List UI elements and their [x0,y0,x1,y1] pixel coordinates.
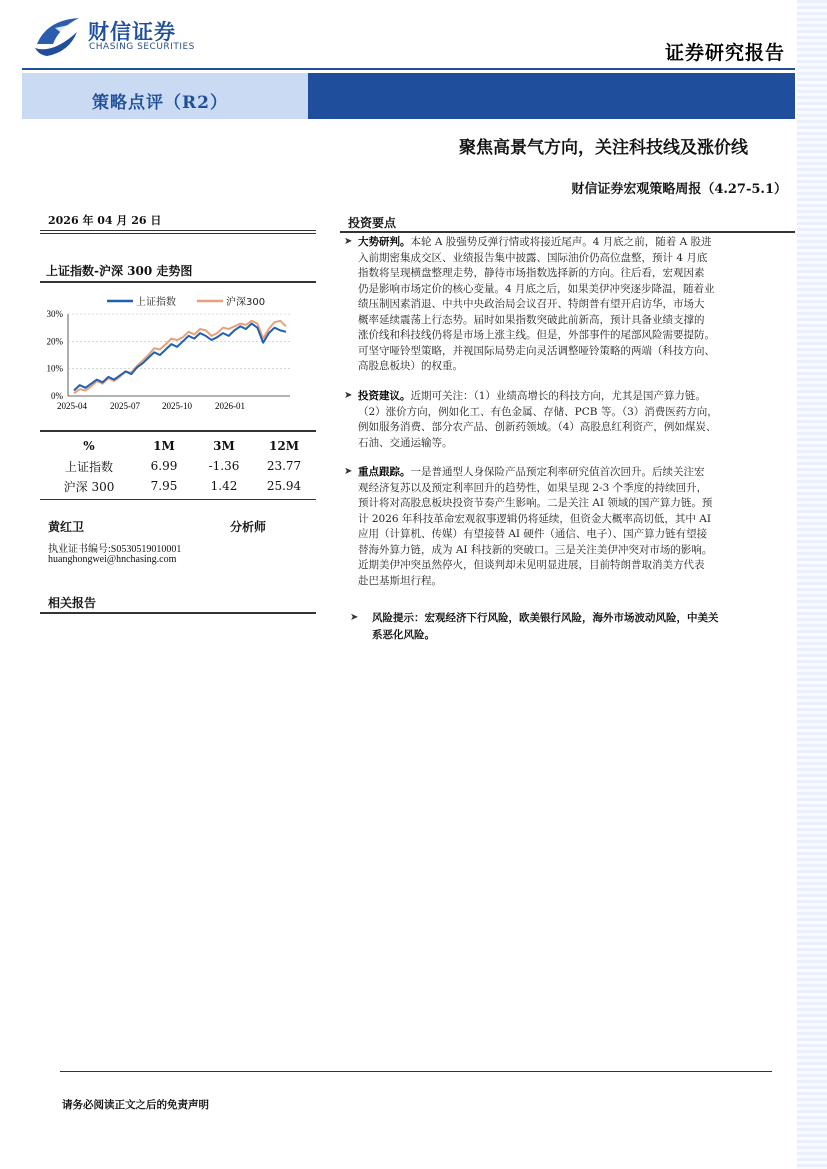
para-line: （2）涨价方向，例如化工、有色金属、存储、PCB 等。（3）消费医药方向， [358,405,718,418]
para-line: 计 2026 年科技革命宏观叙事逻辑仍将延续，但资金大概率高切低，其中 AI [358,512,711,525]
table-cell: 25.94 [266,479,302,493]
banner-dark-block [308,73,795,119]
report-date: 2026 年 04 月 26 日 [48,214,162,227]
chart-title: 上证指数-沪深 300 走势图 [46,264,193,278]
x-tick-label: 2025-10 [162,401,192,411]
date-divider [40,230,316,231]
x-tick-label: 2025-04 [57,401,87,411]
table-header-cell: % [83,439,95,453]
report-title: 聚焦高景气方向，关注科技线及涨价线 [459,138,748,158]
analyst-name: 黄红卫 [48,520,85,534]
para-line: 指数将呈现横盘整理走势，静待市场指数选择新的方向。往后看，宏观因素 [358,267,705,279]
para-line: 可坚守哑铃型策略，并视国际局势走向灵活调整哑铃策略的两端（科技方向、 [358,344,715,357]
paragraph-tracking [358,465,790,589]
para-line: 应用（计算机、传媒）有望接替 AI 硬件（通信、电子）、国产算力链有望接 [358,528,708,540]
risk-line: 风险提示：宏观经济下行风险，欧美银行风险，海外市场波动风险，中美关 [372,612,719,624]
para-line: 投资建议。近期可关注：（1）业绩高增长的科技方向，尤其是国产算力链。 [358,390,706,402]
para-line: 近期美伊冲突虽然停火，但谈判却未见明显进展，目前特朗普取消美方代表 [358,559,705,571]
legend-label-szzs: 上证指数 [136,297,176,308]
table-header-row [44,436,314,456]
para-label: 大势研判。 [358,236,411,248]
table-cell: 23.77 [266,459,302,473]
para-line: 替海外算力链，成为 AI 科技新的突破口。三是关注美伊冲突对市场的影响。 [358,543,713,556]
legend-label-hs300: 沪深300 [226,297,266,308]
para-line: 观经济复苏以及预定利率回升的趋势性，如果呈现 2-3 个季度的持续回升， [358,481,708,494]
para-line: 概率延续震荡上行态势。届时如果指数突破此前新高，预计具备业绩支撑的 [358,313,705,326]
x-tick-label: 2025-07 [110,401,140,411]
bullet-arrow-icon: ➤ [350,612,359,623]
page-edge-strip [797,0,827,1169]
performance-table [44,436,314,496]
header-rule [22,68,795,70]
paragraph-advice [358,389,790,451]
report-category: 策略点评（R2） [92,93,228,113]
para-label: 投资建议。 [358,390,411,402]
para-line: 高股息板块）的权重。 [358,360,463,372]
chart-title-divider [40,281,316,283]
table-top-divider [40,430,316,432]
para-line: 涨价线和科技线仍将是市场上涨主线。但是，外部事件的尾部风险需要提防。 [358,329,715,341]
paragraph-trend [358,235,790,375]
table-bottom-divider [40,499,316,500]
table-cell: 沪深 300 [63,479,115,494]
table-cell: 上证指数 [64,459,113,474]
table-cell: 7.95 [150,479,178,493]
index-trend-chart [40,286,316,416]
risk-line: 系恶化风险。 [372,629,435,641]
bullet-arrow-icon: ➤ [344,466,353,477]
table-header-cell: 1M [153,439,175,453]
table-row [44,456,314,476]
para-line: 入前期密集成交区、业绩报告集中披露、国际油价仍高位盘整，预计 4 月底 [358,251,708,264]
date-divider-2 [40,233,316,234]
risk-warning [372,610,790,644]
para-line: 例如服务消费、部分农产品、创新药领域。（4）高股息红利资产，例如煤炭、 [358,421,717,433]
table-cell: -1.36 [208,459,240,473]
logo-chinese-name: 财信证券 [88,20,176,44]
company-logo-icon [33,14,83,58]
para-line: 石油、交通运输等。 [358,436,453,449]
analyst-role: 分析师 [230,520,267,534]
y-tick-label: 10% [46,363,63,374]
analyst-cert: 执业证书编号:S0530519010001 [48,544,182,555]
related-divider [40,612,316,614]
table-cell: 6.99 [150,459,178,473]
investment-heading: 投资要点 [348,216,397,230]
related-reports-heading: 相关报告 [48,596,97,610]
footer-divider [60,1071,772,1072]
para-line: 仍是影响市场定价的核心变量。4 月底之后，如果美伊冲突逐步降温，随着业 [358,282,715,295]
para-line: 赴巴基斯坦行程。 [358,574,442,587]
para-label: 重点跟踪。 [358,466,411,478]
series-line-szzs [74,324,286,391]
para-line: 绩压制因素消退、中共中央政治局会议召开、特朗普有望开启访华，市场大 [358,298,705,310]
investment-divider [340,231,795,233]
para-line: 大势研判。本轮 A 股强势反弹行情或将接近尾声。4 月底之前，随着 A 股进 [358,236,712,248]
bullet-arrow-icon: ➤ [344,390,353,401]
table-row [44,476,314,496]
analyst-email[interactable]: huanghongwei@hnchasing.com [48,554,177,565]
x-tick-label: 2026-01 [215,401,245,411]
logo-english-name: CHASING SECURITIES [89,42,195,52]
table-cell: 1.42 [210,479,238,493]
report-subtitle: 财信证券宏观策略周报（4.27-5.1） [571,182,787,197]
disclaimer-note: 请务必阅读正文之后的免责声明 [62,1099,209,1111]
report-type-label: 证券研究报告 [664,42,785,64]
para-line: 重点跟踪。一是普通型人身保险产品预定利率研究值首次回升。后续关注宏 [358,466,705,478]
y-tick-label: 20% [46,336,63,347]
table-header-cell: 12M [269,439,299,453]
y-tick-label: 30% [46,309,63,319]
y-tick-label: 0% [51,391,63,401]
para-line: 预计将对高股息板块投资节奏产生影响。二是关注 AI 领域的国产算力链。预 [358,497,713,509]
series-line-hs300 [74,321,286,394]
bullet-arrow-icon: ➤ [344,236,353,247]
table-header-cell: 3M [213,439,235,453]
